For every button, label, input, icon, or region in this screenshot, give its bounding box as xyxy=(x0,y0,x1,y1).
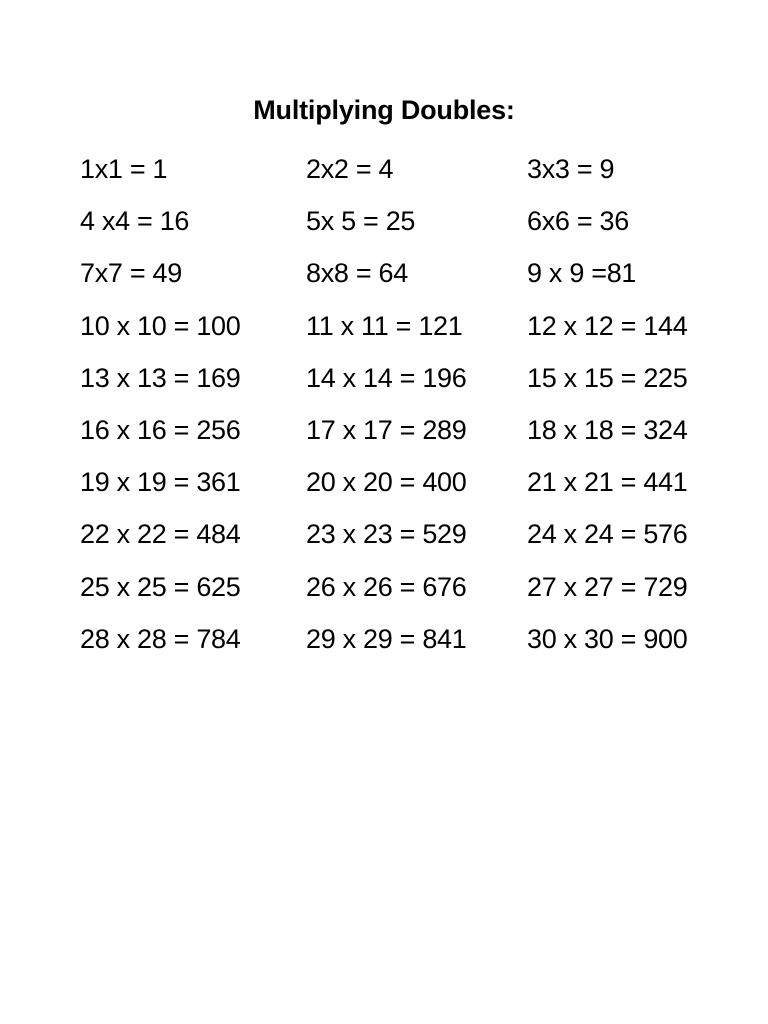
table-cell: 28 x 28 = 784 xyxy=(80,623,241,654)
table-row xyxy=(80,307,740,359)
table-cell: 11 x 11 = 121 xyxy=(306,310,463,341)
table-cell: 15 x 15 = 225 xyxy=(527,362,688,393)
page-title: Multiplying Doubles: xyxy=(253,95,515,125)
table-cell: 20 x 20 = 400 xyxy=(306,467,467,498)
table-cell: 13 x 13 = 169 xyxy=(80,362,241,393)
table-cell: 4 x4 = 16 xyxy=(80,206,190,237)
table-cell: 26 x 26 = 676 xyxy=(306,571,467,602)
table-cell: 29 x 29 = 841 xyxy=(306,623,467,654)
table-cell: 7x7 = 49 xyxy=(80,258,182,289)
table-cell: 23 x 23 = 529 xyxy=(306,519,467,550)
table-row xyxy=(80,568,740,620)
table-row xyxy=(80,515,740,567)
table-row xyxy=(80,463,740,515)
table-row xyxy=(80,254,740,306)
multiplication-table xyxy=(80,150,740,672)
table-cell: 10 x 10 = 100 xyxy=(80,310,241,341)
table-cell: 24 x 24 = 576 xyxy=(527,519,688,550)
table-row xyxy=(80,620,740,672)
table-cell: 6x6 = 36 xyxy=(527,206,629,237)
table-cell: 25 x 25 = 625 xyxy=(80,571,241,602)
table-cell: 18 x 18 = 324 xyxy=(527,414,688,445)
table-row xyxy=(80,202,740,254)
table-cell: 22 x 22 = 484 xyxy=(80,519,241,550)
table-cell: 14 x 14 = 196 xyxy=(306,362,467,393)
table-row xyxy=(80,150,740,202)
table-cell: 12 x 12 = 144 xyxy=(527,310,688,341)
table-cell: 17 x 17 = 289 xyxy=(306,414,467,445)
table-cell: 27 x 27 = 729 xyxy=(527,571,688,602)
table-cell: 5x 5 = 25 xyxy=(306,206,416,237)
table-cell: 3x3 = 9 xyxy=(527,154,615,184)
table-row xyxy=(80,411,740,463)
table-cell: 21 x 21 = 441 xyxy=(527,467,688,498)
table-row xyxy=(80,359,740,411)
table-cell: 8x8 = 64 xyxy=(306,258,408,289)
table-cell: 16 x 16 = 256 xyxy=(80,414,241,445)
table-cell: 2x2 = 4 xyxy=(306,154,394,184)
table-cell: 30 x 30 = 900 xyxy=(527,623,688,654)
table-cell: 19 x 19 = 361 xyxy=(80,467,241,498)
table-cell: 1x1 = 1 xyxy=(80,154,168,184)
table-cell: 9 x 9 =81 xyxy=(527,258,637,289)
